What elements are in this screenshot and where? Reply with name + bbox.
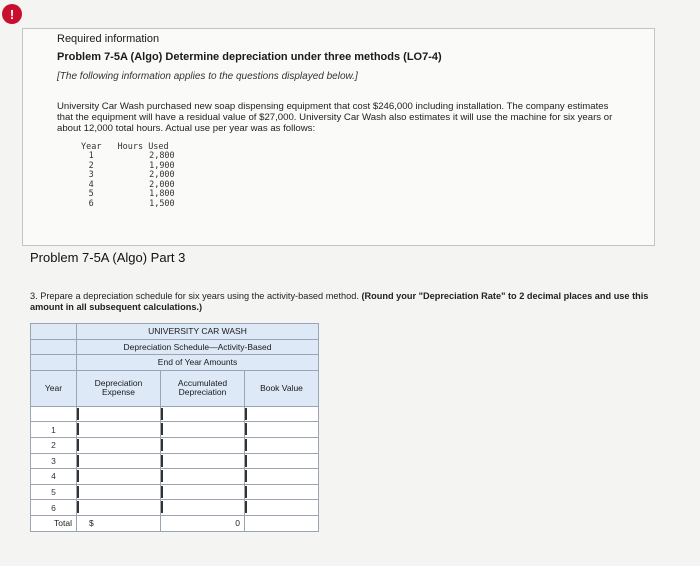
accum-dep-input[interactable] (161, 406, 245, 422)
year-cell: 6 (31, 500, 77, 516)
schedule-company: UNIVERSITY CAR WASH (77, 324, 319, 340)
accum-dep-input[interactable] (161, 469, 245, 485)
part-title: Problem 7-5A (Algo) Part 3 (30, 250, 186, 265)
table-row (31, 422, 319, 438)
dep-expense-input[interactable] (77, 406, 161, 422)
year-cell: 4 (31, 469, 77, 485)
dep-expense-input[interactable] (77, 469, 161, 485)
book-value-input[interactable] (245, 437, 319, 453)
total-label: Total (31, 515, 77, 531)
alert-icon: ! (2, 4, 22, 24)
year-cell: 5 (31, 484, 77, 500)
dep-expense-input[interactable] (77, 500, 161, 516)
dep-expense-input[interactable] (77, 437, 161, 453)
accum-dep-input[interactable] (161, 500, 245, 516)
year-cell: 3 (31, 453, 77, 469)
problem-title: Problem 7-5A (Algo) Determine depreciation under three methods (LO7-4) (57, 51, 442, 63)
total-currency: $ (77, 515, 161, 531)
table-row (31, 500, 319, 516)
accum-dep-input[interactable] (161, 453, 245, 469)
accum-dep-input[interactable] (161, 422, 245, 438)
depreciation-schedule-table (30, 323, 319, 532)
hours-table-year-header: Year (81, 142, 102, 152)
table-row: 3 2,000 (88, 170, 175, 180)
total-accum-dep-value: 0 (161, 515, 245, 531)
accum-dep-input[interactable] (161, 484, 245, 500)
schedule-subtitle: Depreciation Schedule—Activity-Based (77, 339, 319, 355)
book-value-input[interactable] (245, 406, 319, 422)
table-row: 5 1,800 (88, 189, 175, 199)
book-value-input[interactable] (245, 500, 319, 516)
col-year-header: Year (31, 370, 77, 406)
book-value-input[interactable] (245, 469, 319, 485)
dep-expense-input[interactable] (77, 453, 161, 469)
book-value-input[interactable] (245, 484, 319, 500)
table-row (31, 437, 319, 453)
table-row (31, 406, 319, 422)
schedule-period: End of Year Amounts (77, 355, 319, 371)
hours-table-hours-header: Hours Used (117, 142, 169, 152)
table-row (31, 469, 319, 485)
dep-expense-input[interactable] (77, 484, 161, 500)
year-cell (31, 406, 77, 422)
table-row (31, 484, 319, 500)
year-cell: 2 (31, 437, 77, 453)
required-info-panel (22, 28, 655, 246)
total-row (31, 515, 319, 531)
col-book-value-header: Book Value (245, 370, 319, 406)
table-row: 4 2,000 (88, 179, 175, 190)
year-cell: 1 (31, 422, 77, 438)
table-row: 6 1,500 (88, 198, 175, 209)
total-book-value-cell (245, 515, 319, 531)
info-note: [The following information applies to the questions displayed below.] (57, 71, 358, 82)
col-dep-expense-header: Depreciation Expense (77, 370, 161, 406)
table-row: 1 2,800 (88, 151, 175, 161)
required-info-title: Required information (57, 33, 160, 45)
table-row (31, 453, 319, 469)
table-row: 2 1,900 (88, 160, 175, 171)
problem-paragraph: University Car Wash purchased new soap dispensing equipment that cost $246,000 including installation. The company estimates that the equipment will have a residual value of $27,000. University Car Wash also estimates it will use the machine for six years or about 12,000 total hours. Actual use per year was as follows: (57, 101, 613, 134)
accum-dep-input[interactable] (161, 437, 245, 453)
dep-expense-input[interactable] (77, 422, 161, 438)
part-instruction: 3. Prepare a depreciation schedule for six years using the activity-based method. (Round your "Depreciation Rate" to 2 decimal places and use this amount in all subsequent calculations.) (30, 291, 649, 312)
book-value-input[interactable] (245, 422, 319, 438)
hours-used-table (81, 143, 185, 209)
book-value-input[interactable] (245, 453, 319, 469)
col-accum-dep-header: Accumulated Depreciation (161, 370, 245, 406)
